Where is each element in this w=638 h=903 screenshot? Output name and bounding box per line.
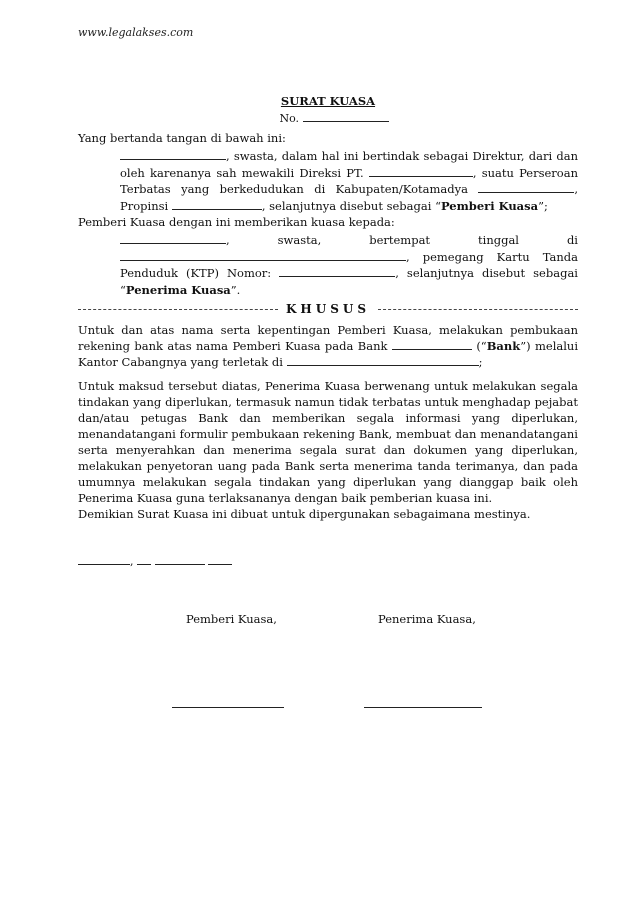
pemberi-kuasa-block	[120, 148, 578, 214]
site-url: www.legalakses.com	[78, 26, 194, 39]
pemberi-kuasa-signature-label: Pemberi Kuasa,	[186, 612, 277, 626]
penerima-text-3: , selanjutnya disebut sebagai “	[120, 266, 578, 297]
pemberi-text-1: , swasta, dalam hal ini bertindak sebagai Direktur, dari dan oleh karenanya sah mewakili Direksi PT.	[120, 149, 578, 180]
pemberi-kuasa-term: Pemberi Kuasa	[440, 198, 539, 213]
document-number	[0, 110, 638, 125]
company-blank	[369, 165, 473, 177]
name-blank	[120, 148, 226, 160]
month-blank	[155, 553, 205, 565]
address-blank	[120, 249, 406, 261]
pemberi-text-5: ”;	[538, 198, 548, 213]
paragraph-closing: Demikian Surat Kuasa ini dibuat untuk dipergunakan sebagaimana mestinya.	[78, 507, 531, 521]
place-date-line	[78, 553, 232, 568]
intro-text: Yang bertanda tangan di bawah ini:	[78, 131, 286, 145]
khusus-label: KHUSUS	[285, 302, 371, 316]
penerima-text-1: , swasta, bertempat tinggal di	[226, 233, 578, 247]
penerima-signature-line	[364, 707, 482, 708]
penerima-kuasa-term: Penerima Kuasa	[125, 282, 231, 297]
bank-term: Bank	[486, 339, 521, 353]
day-blank	[137, 553, 151, 565]
penerima-kuasa-block	[120, 232, 578, 298]
dash-left	[78, 309, 278, 310]
memberikan-text: Pemberi Kuasa dengan ini memberikan kuasa kepada:	[78, 215, 395, 229]
place-blank	[78, 553, 130, 565]
document-title: SURAT KUASA	[280, 94, 376, 108]
number-blank	[303, 110, 389, 122]
province-blank	[172, 198, 262, 210]
bank-name-blank	[392, 338, 472, 350]
bank-text-2: (“	[471, 339, 487, 353]
dash-right	[378, 309, 578, 310]
bank-text-4: ;	[478, 355, 483, 369]
penerima-text-2: , pemegang Kartu Tanda Penduduk (KTP) Nomor:	[120, 249, 578, 280]
khusus-divider	[78, 302, 578, 316]
penerima-text-4: ”.	[230, 282, 241, 297]
city-blank	[478, 181, 574, 193]
paragraph-bank	[78, 322, 578, 370]
number-label: No.	[279, 112, 300, 125]
date-comma: ,	[130, 555, 134, 568]
pemberi-text-2: , suatu Perseroan Terbatas yang berkedudukan di Kabupaten/Kotamadya	[120, 165, 578, 196]
year-blank	[208, 553, 232, 565]
branch-blank	[287, 354, 479, 366]
paragraph-authority: Untuk maksud tersebut diatas, Penerima Kuasa berwenang untuk melakukan segala tindakan yang diperlukan, termasuk namun tidak terbatas untuk menghadap pejabat dan/atau petugas Bank dan memberikan segala informasi yang diperlukan, menandatangani formulir pembukaan rekening Bank, membuat dan menandatangani serta menyerahkan dan menerima segala surat dan dokumen yang diperlukan, melakukan penyetoran uang pada Bank serta menerima tanda terimanya, dan pada umumnya melakukan segala tindakan yang diperlukan yang dianggap baik oleh Penerima Kuasa guna terlaksananya dengan baik pemberian kuasa ini.	[78, 379, 578, 505]
pemberi-text-3: , Propinsi	[120, 182, 579, 213]
pemberi-text-4: , selanjutnya disebut sebagai “	[261, 198, 441, 213]
penerima-kuasa-signature-label: Penerima Kuasa,	[378, 612, 476, 626]
ktp-blank	[279, 265, 395, 277]
bank-text-3: ”) melalui Kantor Cabangnya yang terletak di	[78, 339, 579, 369]
bank-text-1: Untuk dan atas nama serta kepentingan Pemberi Kuasa, melakukan pembukaan rekening bank atas nama Pemberi Kuasa pada Bank	[78, 323, 578, 353]
penerima-name-blank	[120, 232, 226, 244]
pemberi-signature-line	[172, 707, 284, 708]
